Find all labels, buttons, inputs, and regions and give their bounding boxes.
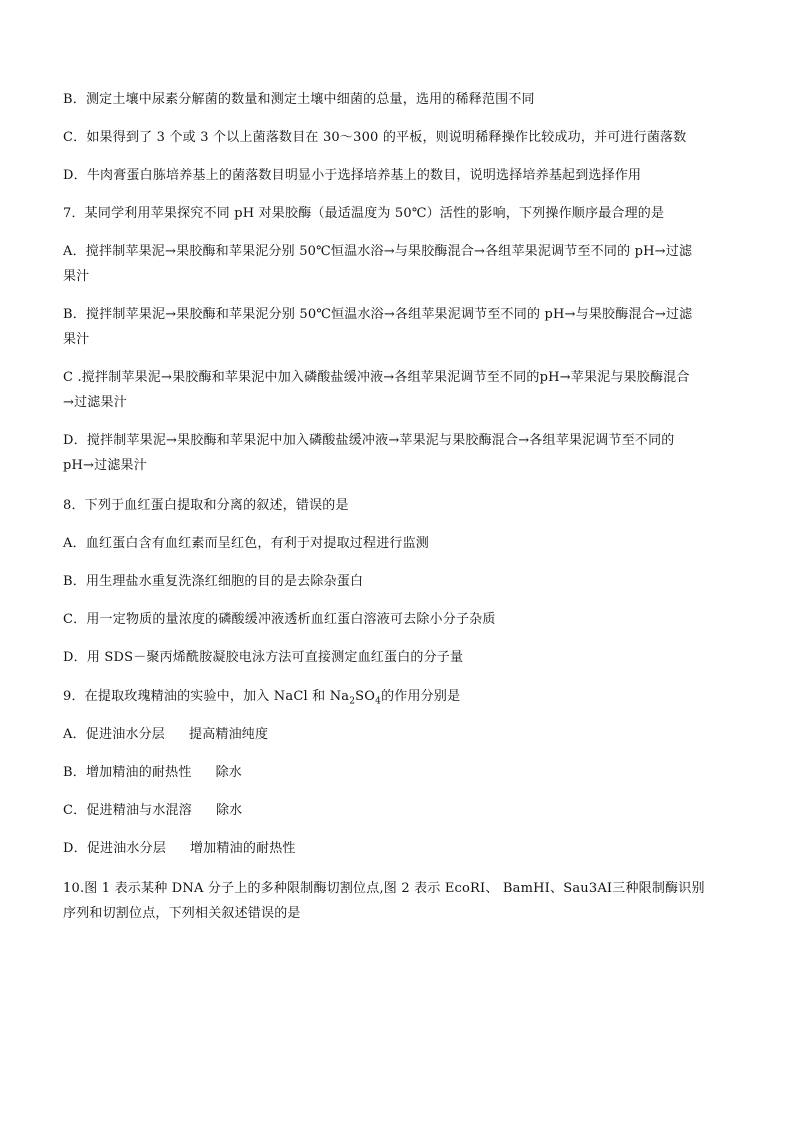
option-b-q8: B．用生理盐水重复洗涤红细胞的目的是去除杂蛋白 — [63, 574, 364, 589]
option-b-q7-line1: B．搅拌制苹果泥→果胶酶和苹果泥分别 50℃恒温水浴→各组苹果泥调节至不同的 pH→与果胶酶混合→过滤 — [63, 307, 693, 322]
option-a-q9: A．促进油水分层 提高精油纯度 — [63, 727, 269, 742]
option-d-q7-line1: D．搅拌制苹果泥→果胶酶和苹果泥中加入磷酸盐缓冲液→苹果泥与果胶酶混合→各组苹果泥调节至不同的 — [63, 433, 675, 448]
option-b-q6: B．测定土壤中尿素分解菌的数量和测定土壤中细菌的总量，选用的稀释范围不同 — [63, 92, 535, 107]
option-c-q8: C．用一定物质的量浓度的磷酸缓冲液透析血红蛋白溶液可去除小分子杂质 — [63, 612, 496, 627]
option-c-q7-line2: →过滤果汁 — [63, 395, 127, 410]
option-a-q8: A．血红蛋白含有血红素而呈红色，有利于对提取过程进行监测 — [63, 536, 429, 551]
option-a-q7-line2: 果汁 — [63, 269, 90, 284]
question-10-stem-line2: 序列和切割位点，下列相关叙述错误的是 — [63, 906, 301, 921]
option-d-q6: D．牛肉膏蛋白胨培养基上的菌落数目明显小于选择培养基上的数目，说明选择培养基起到选择作用 — [63, 168, 642, 183]
option-d-q7-line2: pH→过滤果汁 — [63, 458, 147, 473]
option-c-q9: C．促进精油与水混溶 除水 — [63, 803, 243, 818]
option-c-q7-line1: C .搅拌制苹果泥→果胶酶和苹果泥中加入磷酸盐缓冲液→各组苹果泥调节至不同的pH→苹果泥与果胶酶混合 — [63, 370, 690, 385]
question-7-stem: 7．某同学利用苹果探究不同 pH 对果胶酶（最适温度为 50℃）活性的影响，下列操作顺序最合理的是 — [63, 206, 665, 221]
question-10-stem-line1: 10.图 1 表示某种 DNA 分子上的多种限制酶切割位点,图 2 表示 EcoRⅠ、 BamHⅠ、Sau3AⅠ三种限制酶识别 — [63, 881, 705, 896]
option-b-q7-line2: 果汁 — [63, 332, 90, 347]
option-c-q6: C．如果得到了 3 个或 3 个以上菌落数目在 30～300 的平板，则说明稀释操作比较成功，并可进行菌落数 — [63, 130, 687, 145]
option-d-q9: D．促进油水分层 增加精油的耐热性 — [63, 841, 296, 856]
option-b-q9: B．增加精油的耐热性 除水 — [63, 765, 242, 780]
option-d-q8: D．用 SDS－聚丙烯酰胺凝胶电泳方法可直接测定血红蛋白的分子量 — [63, 650, 464, 665]
question-9-stem: 9．在提取玫瑰精油的实验中，加入 NaCl 和 $Na_2SO_4$的作用分别是 — [63, 689, 461, 707]
question-8-stem: 8．下列于血红蛋白提取和分离的叙述，错误的是 — [63, 498, 349, 513]
option-a-q7-line1: A．搅拌制苹果泥→果胶酶和苹果泥分别 50℃恒温水浴→与果胶酶混合→各组苹果泥调节至不同的 pH→过滤 — [63, 244, 693, 259]
